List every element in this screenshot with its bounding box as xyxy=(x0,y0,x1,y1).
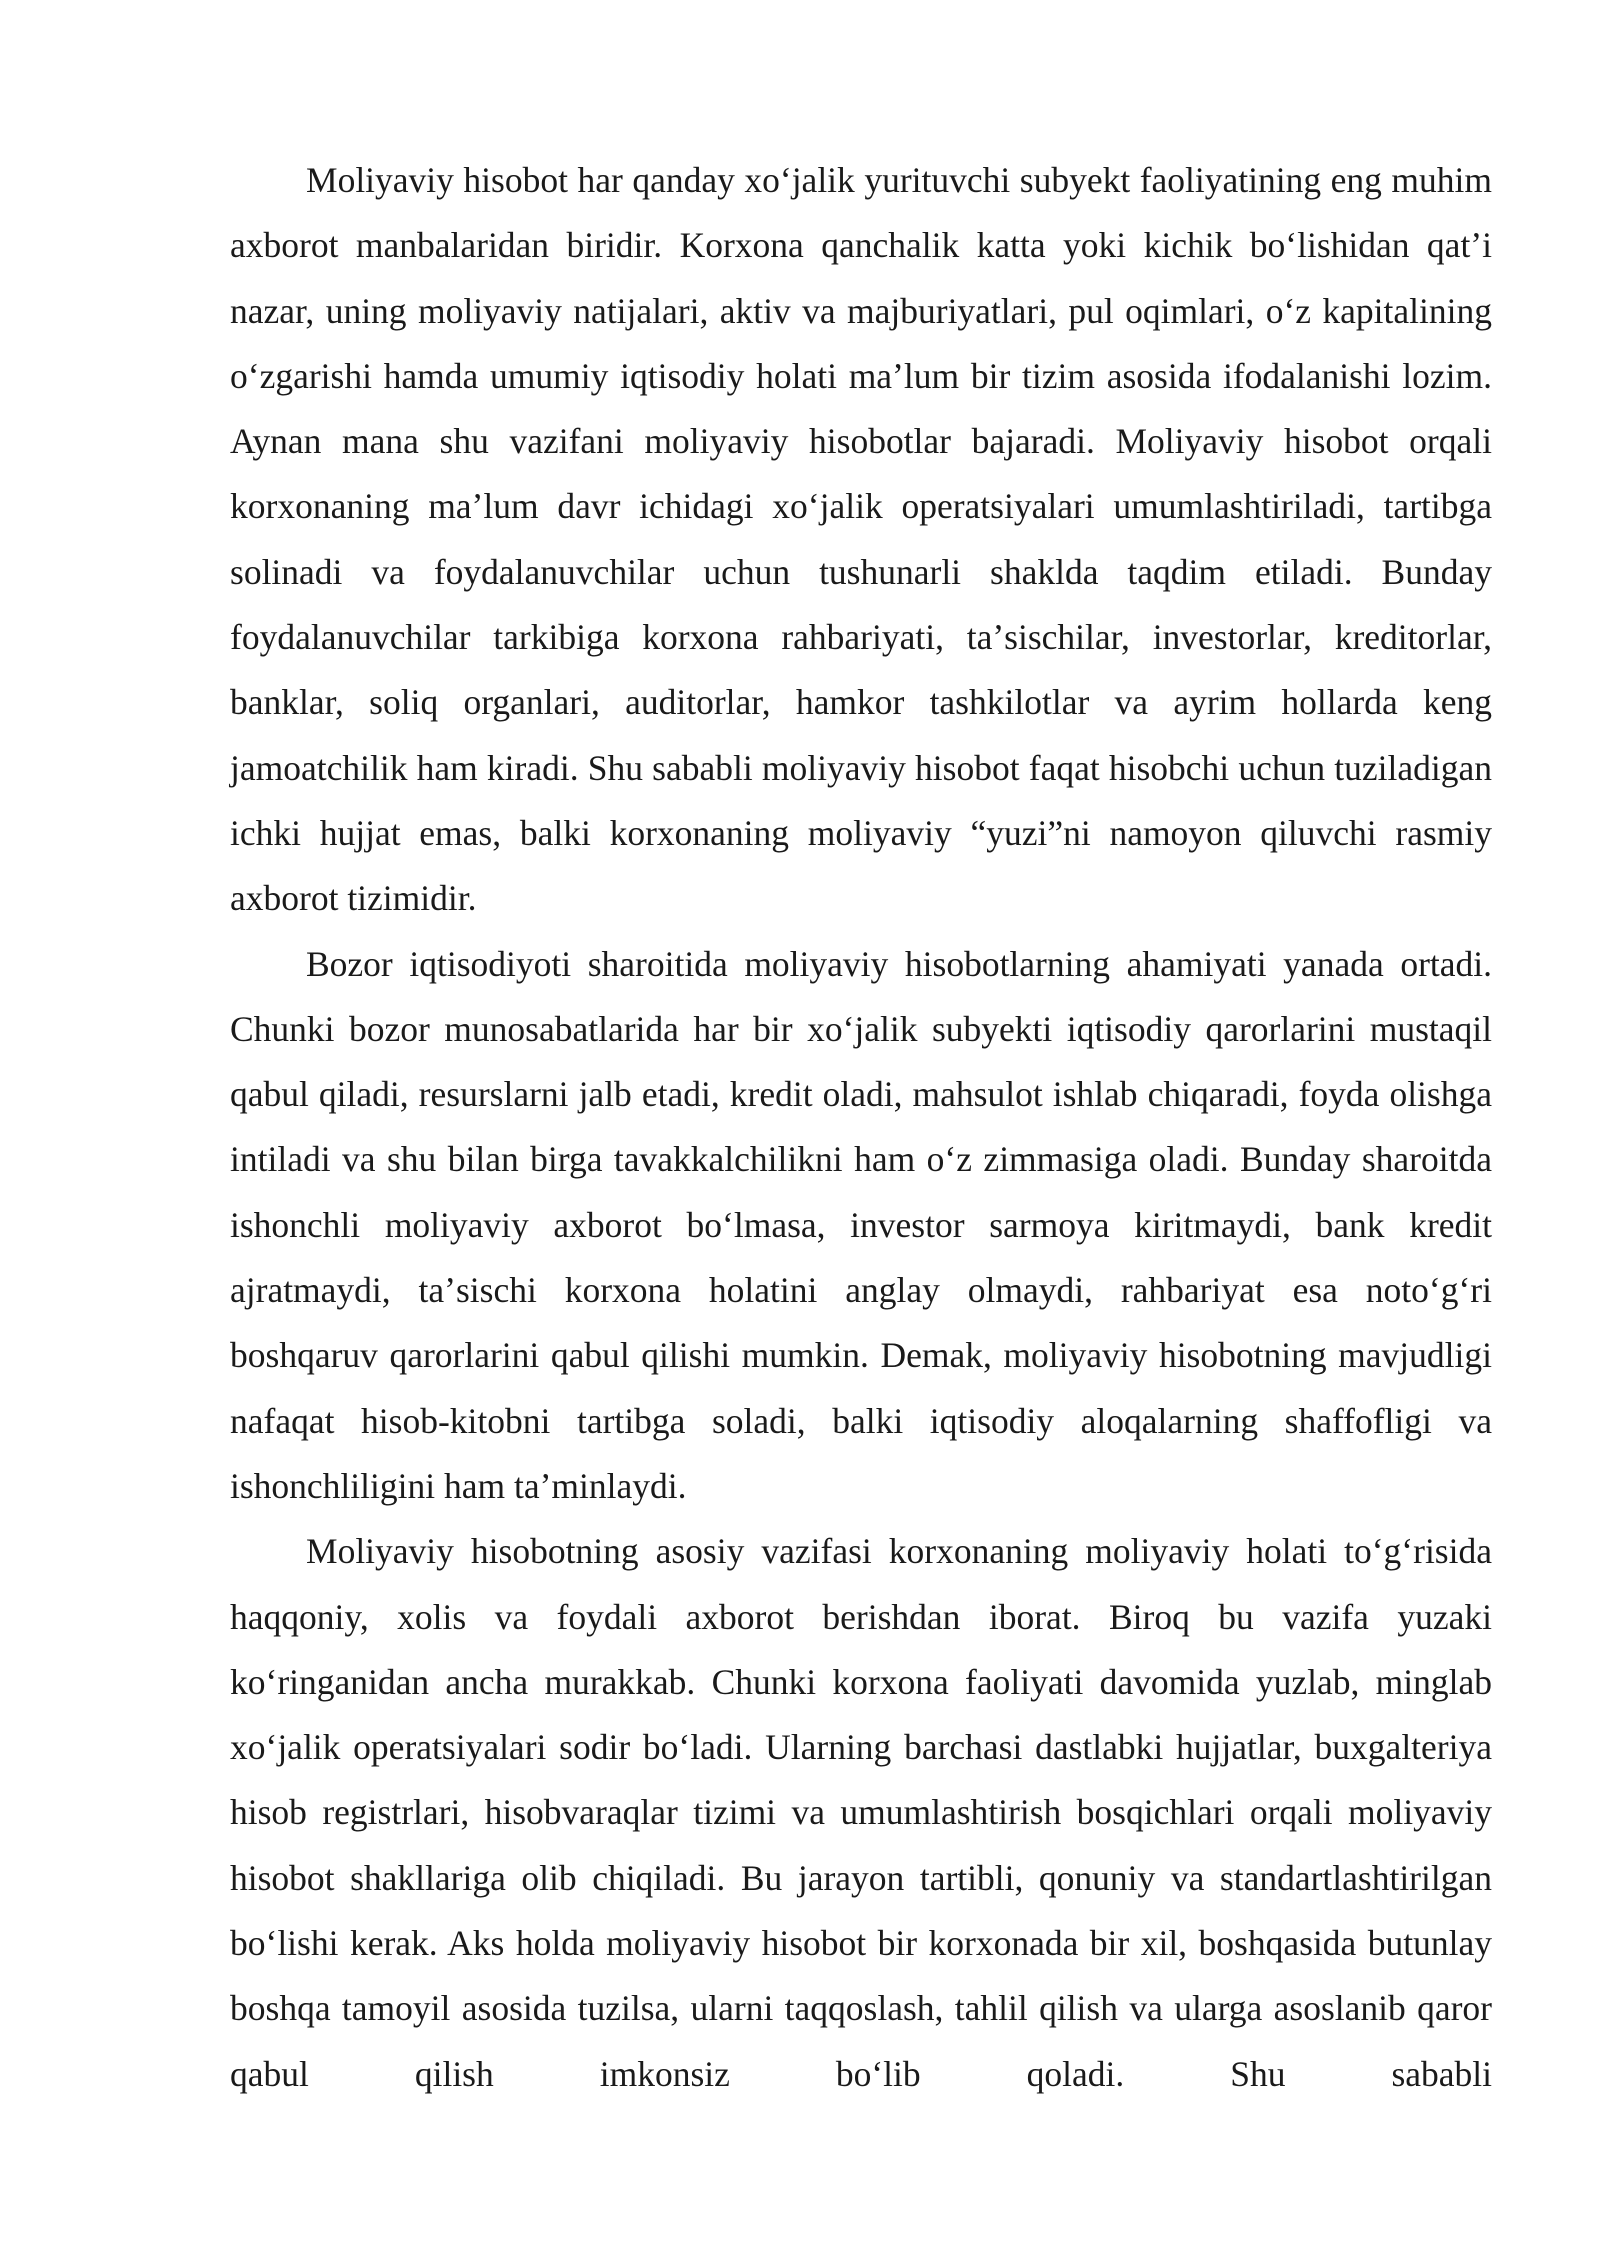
paragraph-2: Bozor iqtisodiyoti sharoitida moliyaviy hisobotlarning ahamiyati yanada ortadi. Chunki bozor munosabatlarida har bir xoʻjalik subyekti iqtisodiy qarorlarini mustaqil qabul qiladi, resurslarni jalb etadi, kredit oladi, mahsulot ishlab chiqaradi, foyda olishga intiladi va shu bilan birga tavakkalchilikni ham oʻz zimmasiga oladi. Bunday sharoitda ishonchli moliyaviy axborot boʻlmasa, investor sarmoya kiritmaydi, bank kredit ajratmaydi, taʼsischi korxona holatini anglay olmaydi, rahbariyat esa notoʻgʻri boshqaruv qarorlarini qabul qilishi mumkin. Demak, moliyaviy hisobotning mavjudligi nafaqat hisob-kitobni tartibga soladi, balki iqtisodiy aloqalarning shaffofligi va ishonchliligini ham taʼminlaydi. xyxy=(230,943,1492,1506)
document-body xyxy=(230,148,1492,2107)
paragraph-3: Moliyaviy hisobotning asosiy vazifasi korxonaning moliyaviy holati toʻgʻrisida haqqoniy, xolis va foydali axborot berishdan iborat. Biroq bu vazifa yuzaki koʻringanidan ancha murakkab. Chunki korxona faoliyati davomida yuzlab, minglab xoʻjalik operatsiyalari sodir boʻladi. Ularning barchasi dastlabki hujjatlar, buxgalteriya hisob registrlari, hisobvaraqlar tizimi va umumlashtirish bosqichlari orqali moliyaviy hisobot shakllariga olib chiqiladi. Bu jarayon tartibli, qonuniy va standartlashtirilgan boʻlishi kerak. Aks holda moliyaviy hisobot bir korxonada bir xil, boshqasida butunlay boshqa tamoyil asosida tuzilsa, ularni taqqoslash, tahlil qilish va ularga asoslanib qaror qabul qilish imkonsiz boʻlib qoladi. Shu sababli xyxy=(230,1531,1492,2094)
paragraph-1: Moliyaviy hisobot har qanday xoʻjalik yurituvchi subyekt faoliyatining eng muhim axborot manbalaridan biridir. Korxona qanchalik katta yoki kichik boʻlishidan qatʼi nazar, uning moliyaviy natijalari, aktiv va majburiyatlari, pul oqimlari, oʻz kapitalining oʻzgarishi hamda umumiy iqtisodiy holati maʼlum bir tizim asosida ifodalanishi lozim. Aynan mana shu vazifani moliyaviy hisobotlar bajaradi. Moliyaviy hisobot orqali korxonaning maʼlum davr ichidagi xoʻjalik operatsiyalari umumlashtiriladi, tartibga solinadi va foydalanuvchilar uchun tushunarli shaklda taqdim etiladi. Bunday foydalanuvchilar tarkibiga korxona rahbariyati, taʼsischilar, investorlar, kreditorlar, banklar, soliq organlari, auditorlar, hamkor tashkilotlar va ayrim hollarda keng jamoatchilik ham kiradi. Shu sababli moliyaviy hisobot faqat hisobchi uchun tuziladigan ichki hujjat emas, balki korxonaning moliyaviy “yuzi”ni namoyon qiluvchi rasmiy axborot tizimidir. xyxy=(230,160,1492,919)
